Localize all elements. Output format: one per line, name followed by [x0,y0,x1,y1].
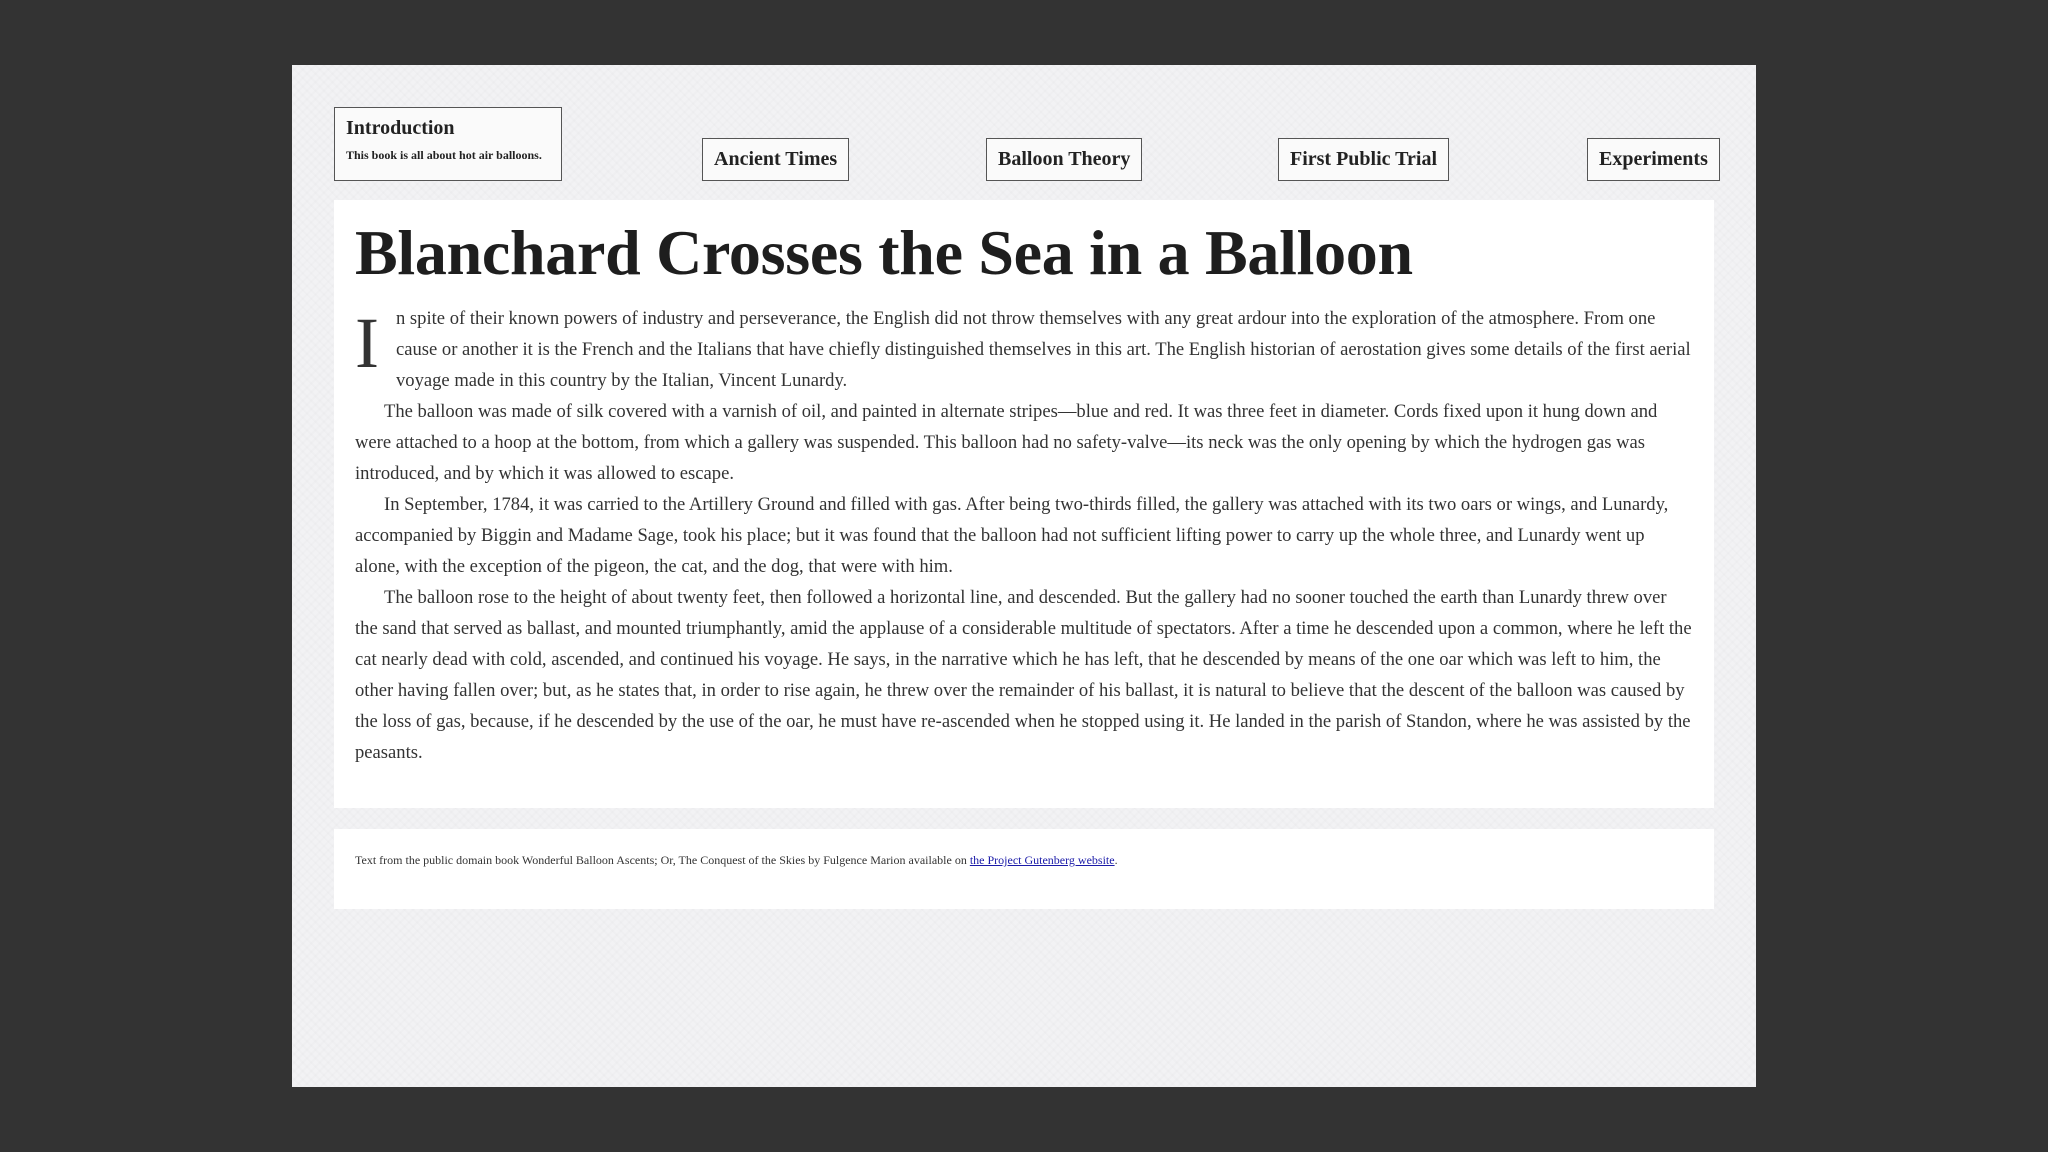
footer-credit [355,852,1118,868]
paragraph: The balloon was made of silk covered with a varnish of oil, and painted in alternate stripes—blue and red. It was three feet in diameter. Cords fixed upon it hung down and were attached to a hoop at the bottom, from which a gallery was suspended. This balloon had no safety-valve—its neck was the only opening by which the hydrogen gas was introduced, and by which it was allowed to escape. [355,401,1658,484]
article [334,200,1714,808]
footer-credit-text: Text from the public domain book Wonderful Balloon Ascents; Or, The Conquest of the Skies by Fulgence Marion available on [355,853,970,867]
footer [334,829,1714,909]
paragraph: The balloon rose to the height of about twenty feet, then followed a horizontal line, and descended. But the gallery had no sooner touched the earth than Lunardy threw over the sand that served as ballast, and mounted triumphantly, amid the applause of a considerable multitude of spectators. After a time he descended upon a common, where he left the cat nearly dead with cold, ascended, and continued his voyage. He says, in the narrative which he has left, that he descended by means of the one oar which was left to him, the other having fallen over; but, as he states that, in order to rise again, he threw over the remainder of his ballast, it is natural to believe that the descent of the balloon was caused by the loss of gas, because, if he descended by the use of the oar, he must have re-ascended when he stopped using it. He landed in the parish of Standon, where he was assisted by the peasants. [355,587,1692,763]
footer-period: . [1114,853,1118,867]
nav-ancient-times[interactable]: Ancient Times [702,138,849,181]
nav-experiments[interactable]: Experiments [1587,138,1720,181]
article-title: Blanchard Crosses the Sea in a Balloon [355,217,1413,288]
paragraph [355,303,1693,396]
page [292,65,1756,1087]
drop-cap: I [355,303,379,383]
paragraph: In September, 1784, it was carried to the Artillery Ground and filled with gas. After being two-thirds filled, the gallery was attached with its two oars or wings, and Lunardy, accompanied by Biggin and Madame Sage, took his place; but it was found that the balloon had not sufficient lifting power to carry up the whole three, and Lunardy went up alone, with the exception of the pigeon, the cat, and the dog, that were with him. [355,494,1669,577]
nav-first-public-trial[interactable]: First Public Trial [1278,138,1449,181]
gutenberg-link[interactable]: the Project Gutenberg website [969,853,1115,867]
paragraph-text: n spite of their known powers of industry and perseverance, the English did not throw themselves with any great ardour into the exploration of the atmosphere. From one cause or another it is the French and the Italians that have chiefly distinguished themselves in this art. The English historian of aerostation gives some details of the first aerial voyage made in this country by the Italian, Vincent Lunardy. [395,308,1691,391]
article-body [355,303,1693,768]
nav-introduction-subtitle: This book is all about hot air balloons. [346,148,542,162]
nav-introduction-title: Introduction [346,117,455,139]
nav-balloon-theory[interactable]: Balloon Theory [986,138,1142,181]
nav-introduction[interactable] [334,107,562,181]
